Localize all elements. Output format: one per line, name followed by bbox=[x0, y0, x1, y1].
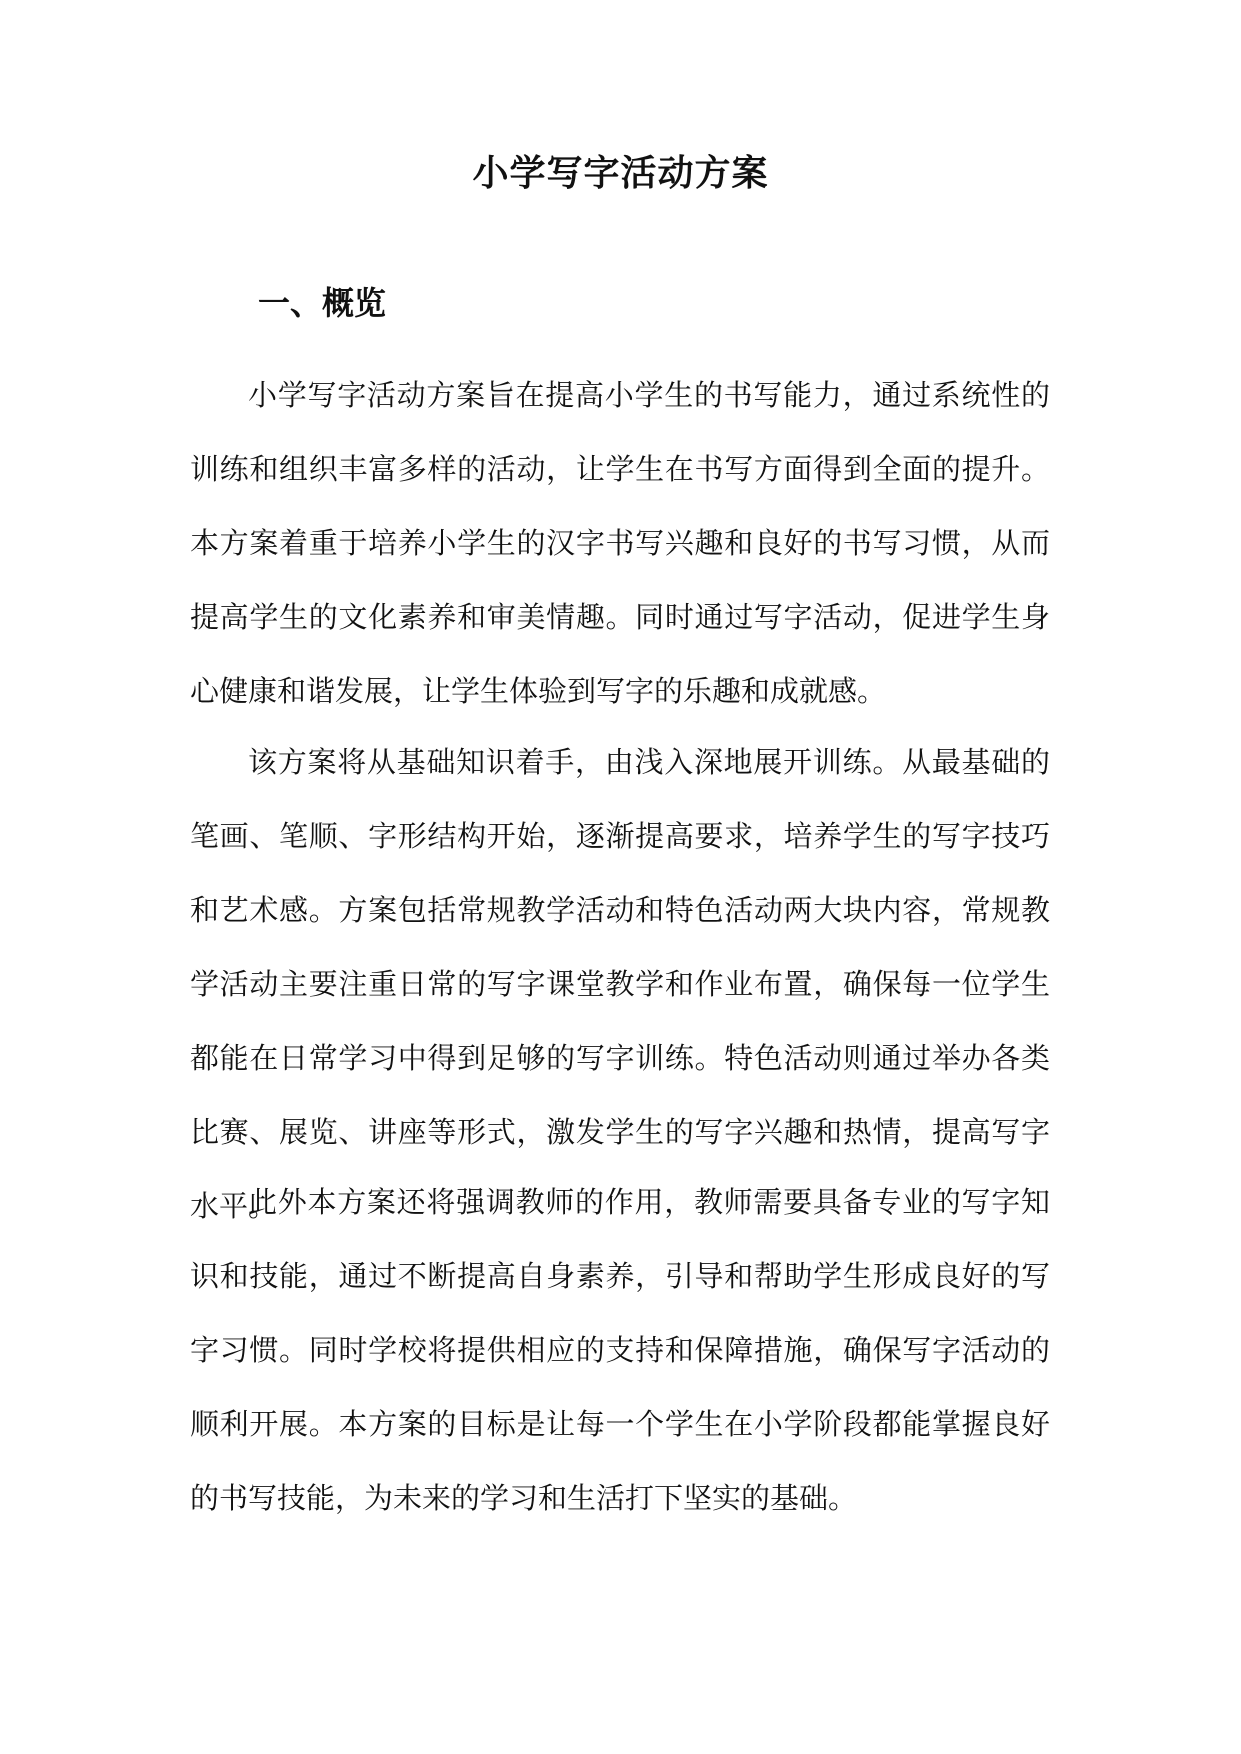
body-paragraph-2: 该方案将从基础知识着手，由浅入深地展开训练。从最基础的笔画、笔顺、字形结构开始，逐渐提高要求，培养学生的写字技巧和艺术感。方案包括常规教学活动和特色活动两大块内容，常规教学活动主要注重日常的写字课堂教学和作业布置，确保每一位学生都能在日常学习中得到足够的写字训练。特色活动则通过举办各类比赛、展览、讲座等形式，激发学生的写字兴趣和热情，提高写字水平。 bbox=[190, 745, 1050, 1223]
document-title: 小学写字活动方案 bbox=[472, 152, 769, 194]
body-paragraph-1: 小学写字活动方案旨在提高小学生的书写能力，通过系统性的训练和组织丰富多样的活动，让学生在书写方面得到全面的提升。本方案着重于培养小学生的汉字书写兴趣和良好的书写习惯，从而提高学生的文化素养和审美情趣。同时通过写字活动，促进学生身心健康和谐发展，让学生体验到写字的乐趣和成就感。 bbox=[190, 378, 1050, 708]
body-paragraph-3: 此外本方案还将强调教师的作用，教师需要具备专业的写字知识和技能，通过不断提高自身素养，引导和帮助学生形成良好的写字习惯。同时学校将提供相应的支持和保障措施，确保写字活动的顺利开展。本方案的目标是让每一个学生在小学阶段都能掌握良好的书写技能，为未来的学习和生活打下坚实的基础。 bbox=[190, 1185, 1050, 1515]
section-heading-overview: 一、概览 bbox=[258, 284, 387, 322]
